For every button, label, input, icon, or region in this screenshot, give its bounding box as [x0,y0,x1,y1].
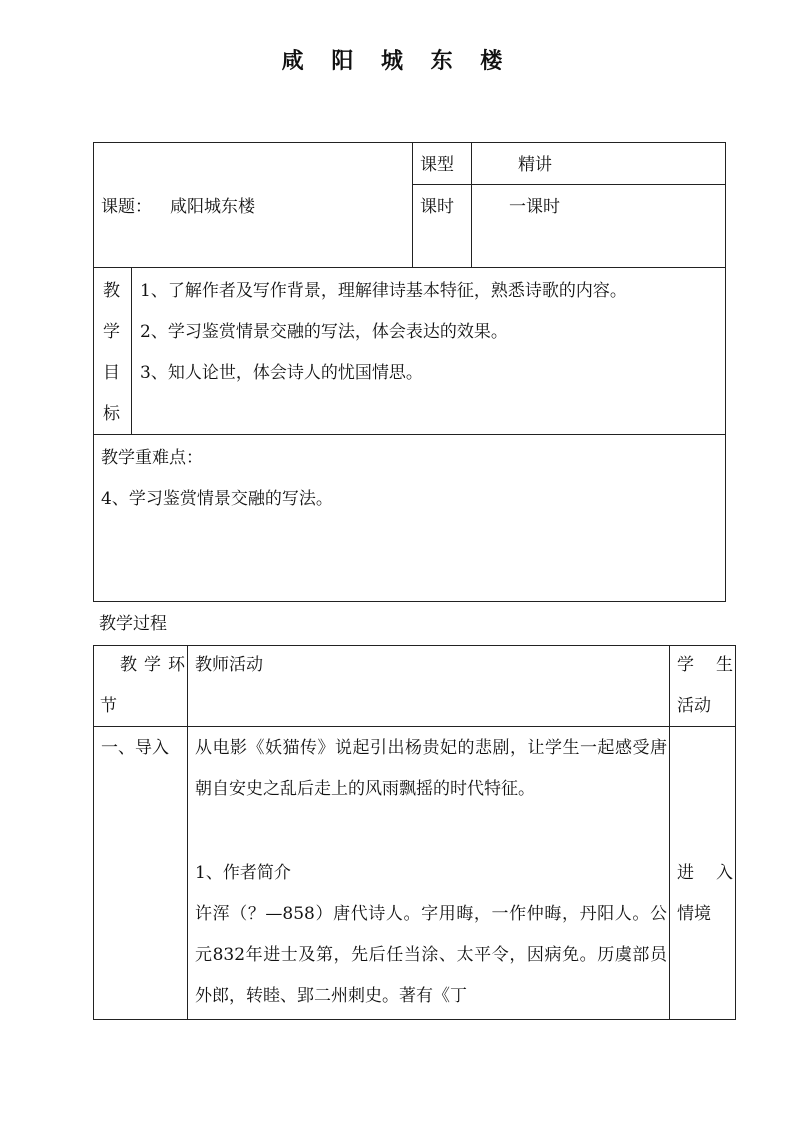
objectives-label-char: 目 [103,363,120,383]
course-type-value: 精讲 [518,155,552,175]
objectives-label-char: 标 [103,404,120,424]
key-points-label: 教学重难点： [101,448,203,468]
teacher-intro-text: 从电影《妖猫传》说起引出杨贵妃的悲剧，让学生一起感受唐朝自安史之乱后走上的风雨飘摇的时代特征。 [195,738,667,799]
column-header-teacher: 教师活动 [195,655,263,675]
topic-label: 课题： [101,197,152,217]
objective-item: 1、了解作者及写作背景，理解律诗基本特征，熟悉诗歌的内容。 [140,281,627,301]
objective-item: 2、学习鉴赏情景交融的写法，体会表达的效果。 [140,322,508,342]
student-activity: 进 入 情境 [677,863,733,924]
author-bio-text: 许浑（？—858）唐代诗人。字用晦，一作仲晦，丹阳人。公元832年进士及第，先后任当涂、太平令，因病免。历虞部员外郎，转睦、郢二州刺史。著有《丁 [195,904,667,1006]
author-intro-heading: 1、作者简介 [195,863,291,883]
document-title: 咸 阳 城 东 楼 [281,48,513,74]
column-header-stage: 教学环节 [100,655,185,716]
stage-intro: 一、导入 [101,738,169,758]
key-points-text: 4、学习鉴赏情景交融的写法。 [101,489,333,509]
class-hours-value: 一课时 [509,197,560,217]
process-heading: 教学过程 [99,614,167,634]
class-hours-label: 课时 [420,197,454,217]
column-header-student: 学 生 活动 [677,655,733,716]
objectives-label-char: 学 [103,322,120,342]
objective-item: 3、知人论世，体会诗人的忧国情思。 [140,363,423,383]
course-type-label: 课型 [420,155,454,175]
topic-value: 咸阳城东楼 [170,197,255,217]
objectives-label-char: 教 [103,281,120,301]
